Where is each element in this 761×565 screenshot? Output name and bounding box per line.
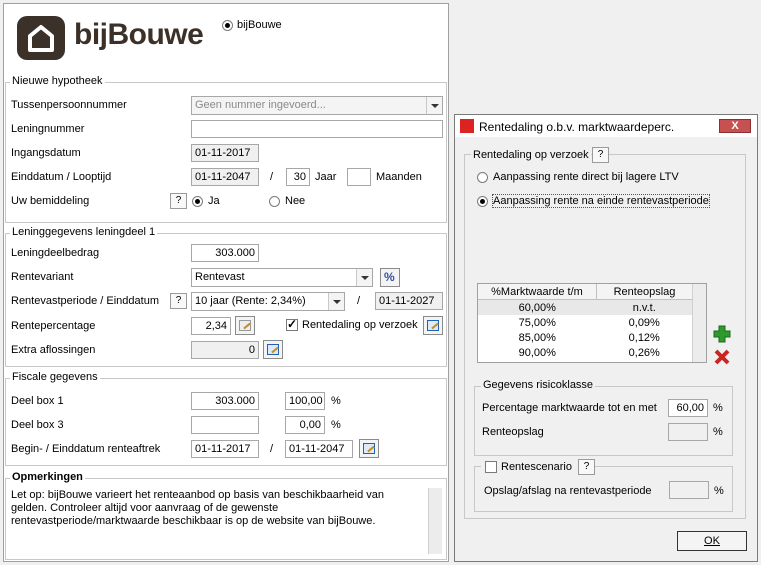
extra-aflossingen-label: Extra aflossingen xyxy=(11,344,96,356)
fiscaal-title: Fiscale gegevens xyxy=(12,371,98,383)
renteaftrek-label: Begin- / Einddatum renteaftrek xyxy=(11,443,161,455)
rentevastperiode-label: Rentevastperiode / Einddatum xyxy=(11,295,159,307)
percent-icon: % xyxy=(384,270,395,284)
rentescenario-pct-sign: % xyxy=(714,485,724,497)
delete-x-icon xyxy=(713,348,731,366)
risk-opslag-label: Renteopslag xyxy=(482,426,544,438)
bemiddeling-ja-label: Ja xyxy=(208,195,220,207)
chevron-down-icon xyxy=(426,97,442,114)
bemiddeling-nee-label: Nee xyxy=(285,195,306,207)
tussenpersoon-select[interactable] xyxy=(191,96,443,115)
option2-radio[interactable] xyxy=(477,196,488,207)
brand-radio[interactable] xyxy=(222,20,233,31)
extra-aflossingen-edit-button[interactable] xyxy=(263,340,283,359)
app-logo-icon xyxy=(460,119,474,133)
renteaftrek-begin-input[interactable]: 01-11-2017 xyxy=(191,440,259,458)
delete-row-button[interactable] xyxy=(713,348,731,366)
box3-input[interactable] xyxy=(191,416,259,434)
leningdeelbedrag-input[interactable]: 303.000 xyxy=(191,244,259,262)
percentage-button[interactable] xyxy=(380,268,400,287)
rentescenario-label: Opslag/afslag na rentevastperiode xyxy=(484,485,652,497)
table-cell: 90,00% xyxy=(518,346,556,359)
table-scrollbar[interactable] xyxy=(692,284,706,362)
risk-pct-label: Percentage marktwaarde tot en met xyxy=(482,402,657,414)
renteopslag-table[interactable] xyxy=(477,283,707,363)
rentevariant-label: Rentevariant xyxy=(11,271,74,283)
bemiddeling-nee-radio[interactable] xyxy=(269,196,280,207)
dialog-titlebar xyxy=(455,115,757,137)
ok-button[interactable]: OK xyxy=(677,531,747,551)
house-logo-icon xyxy=(17,16,65,60)
rentedaling-edit-button[interactable] xyxy=(423,316,443,335)
risk-opslag-sign: % xyxy=(713,426,723,438)
table-header-marktwaarde[interactable]: %Marktwaarde t/m xyxy=(478,284,597,300)
box1-pct-sign: % xyxy=(331,395,341,407)
edit-icon xyxy=(427,320,439,331)
risicoklasse-group xyxy=(474,386,733,456)
box3-pct-input[interactable]: 0,00 xyxy=(285,416,325,434)
einddatum-slash: / xyxy=(270,171,274,183)
rentescenario-field xyxy=(669,481,709,499)
tussenpersoon-placeholder: Geen nummer ingevoerd... xyxy=(195,99,326,111)
risk-pct-sign: % xyxy=(713,402,723,414)
periode-slash: / xyxy=(357,295,361,307)
table-cell: 60,00% xyxy=(518,301,556,314)
rentedaling-dialog xyxy=(454,114,758,562)
rentevastperiode-help-button[interactable]: ? xyxy=(170,293,187,309)
bemiddeling-ja-radio[interactable] xyxy=(192,196,203,207)
jaar-input[interactable]: 30 xyxy=(286,168,310,186)
table-row[interactable] xyxy=(478,345,692,360)
add-row-button[interactable] xyxy=(713,325,731,343)
option2-label: Aanpassing rente na einde rentevastperiode xyxy=(493,195,709,207)
ingangsdatum-field: 01-11-2017 xyxy=(191,144,259,162)
rentedaling-group-title: Rentedaling op verzoek xyxy=(473,149,589,161)
bemiddeling-help-button[interactable]: ? xyxy=(170,193,187,209)
dialog-help-button[interactable]: ? xyxy=(592,147,609,163)
box1-pct-input[interactable]: 100,00 xyxy=(285,392,325,410)
close-button[interactable]: X xyxy=(719,119,751,133)
edit-icon xyxy=(363,443,375,454)
table-cell: 75,00% xyxy=(518,316,556,329)
box3-pct-sign: % xyxy=(331,419,341,431)
box1-label: Deel box 1 xyxy=(11,395,64,407)
maanden-label: Maanden xyxy=(376,171,422,183)
table-row[interactable] xyxy=(478,300,692,316)
table-cell: n.v.t. xyxy=(632,301,656,314)
tussenpersoon-label: Tussenpersoonnummer xyxy=(11,99,127,111)
jaar-label: Jaar xyxy=(315,171,337,183)
rentedaling-label: Rentedaling op verzoek xyxy=(302,319,418,331)
renteaftrek-edit-button[interactable] xyxy=(359,439,379,458)
leningdeelbedrag-label: Leningdeelbedrag xyxy=(11,247,100,259)
leningnummer-label: Leningnummer xyxy=(11,123,85,135)
rentescenario-help-button[interactable]: ? xyxy=(578,459,595,475)
maanden-input[interactable] xyxy=(347,168,371,186)
opmerkingen-text: Let op: bijBouwe varieert het renteaanbod op basis van beschikbaarheid van gelden. Controleer altijd voor aanvraag of de gewenste rentevastperiode/marktwaarde beschikbaar is op de website van bijBouwe. xyxy=(11,489,385,527)
option1-label: Aanpassing rente direct bij lagere LTV xyxy=(493,171,679,183)
table-header-renteopslag[interactable]: Renteopslag xyxy=(597,284,693,300)
rentepercentage-edit-button[interactable] xyxy=(235,316,255,335)
nieuwe-hypotheek-title: Nieuwe hypotheek xyxy=(12,75,103,87)
box1-input[interactable]: 303.000 xyxy=(191,392,259,410)
option1-radio[interactable] xyxy=(477,172,488,183)
renteaftrek-eind-input[interactable]: 01-11-2047 xyxy=(285,440,353,458)
rentepercentage-input[interactable]: 2,34 xyxy=(191,317,231,335)
rentepercentage-label: Rentepercentage xyxy=(11,320,96,332)
rentevastperiode-value: 10 jaar (Rente: 2,34%) xyxy=(195,295,306,307)
bemiddeling-label: Uw bemiddeling xyxy=(11,195,90,207)
rentevariant-value: Rentevast xyxy=(195,271,245,283)
einddatum-label: Einddatum / Looptijd xyxy=(11,171,112,183)
renteaftrek-slash: / xyxy=(270,443,274,455)
table-cell: 0,09% xyxy=(628,316,660,329)
table-cell: 85,00% xyxy=(518,331,556,344)
periode-einddatum-field: 01-11-2027 xyxy=(375,292,443,310)
rentescenario-checkbox[interactable] xyxy=(485,461,497,473)
brand-radio-label: bijBouwe xyxy=(237,19,282,31)
rentevastperiode-select[interactable] xyxy=(191,292,345,311)
table-cell: 0,12% xyxy=(628,331,660,344)
table-cell: 0,26% xyxy=(628,346,660,359)
leningnummer-input[interactable] xyxy=(191,120,443,138)
opmerkingen-title: Opmerkingen xyxy=(12,471,83,483)
plus-icon xyxy=(713,325,731,343)
table-row[interactable] xyxy=(478,330,692,345)
einddatum-field: 01-11-2047 xyxy=(191,168,259,186)
opmerkingen-scrollbar[interactable] xyxy=(428,488,442,554)
rentevariant-select[interactable] xyxy=(191,268,373,287)
dialog-title: Rentedaling o.b.v. marktwaardeperc. xyxy=(479,120,675,134)
chevron-down-icon xyxy=(328,293,344,310)
risk-opslag-field xyxy=(668,423,708,441)
edit-icon xyxy=(267,344,279,355)
rentedaling-checkbox[interactable] xyxy=(286,319,298,331)
extra-aflossingen-field: 0 xyxy=(191,341,259,359)
brand-logo-text: bijBouwe xyxy=(74,18,204,51)
table-row[interactable] xyxy=(478,315,692,330)
chevron-down-icon xyxy=(356,269,372,286)
risk-pct-input[interactable]: 60,00 xyxy=(668,399,708,417)
leningdeel-title: Leninggegevens leningdeel 1 xyxy=(12,226,156,238)
box3-label: Deel box 3 xyxy=(11,419,64,431)
pencil-icon xyxy=(239,320,251,331)
ingangsdatum-label: Ingangsdatum xyxy=(11,147,81,159)
rentescenario-title: Rentescenario xyxy=(501,461,572,473)
risicoklasse-title: Gegevens risicoklasse xyxy=(483,379,594,391)
